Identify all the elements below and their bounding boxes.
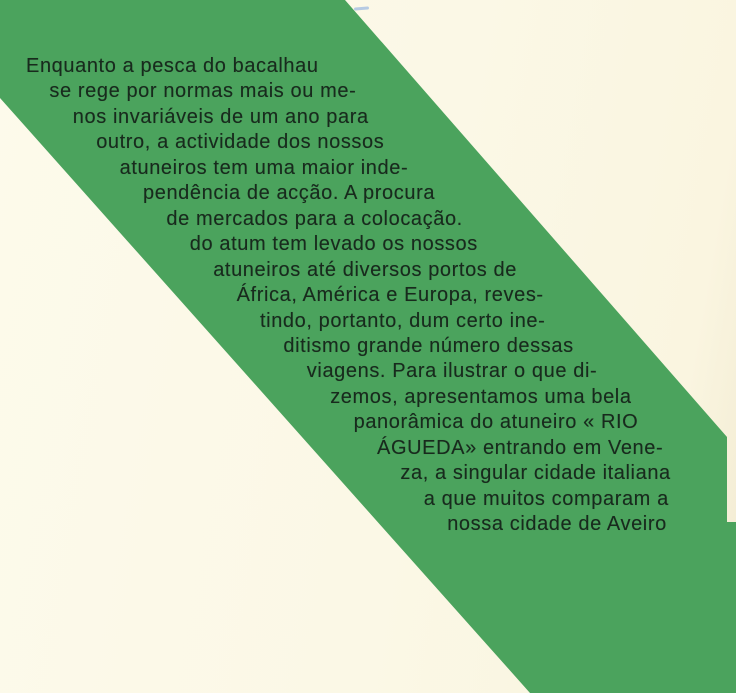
text-line: pendência de acção. A procura: [143, 182, 436, 205]
text-line: atuneiros tem uma maior inde-: [119, 156, 409, 179]
text-line: a que muitos comparam a: [423, 487, 669, 510]
text-line: panorâmica do atuneiro « RIO: [353, 411, 639, 434]
text-line: outro, a actividade dos nossos: [96, 131, 385, 154]
text-line: ÁGUEDA» entrando em Vene-: [377, 436, 664, 459]
text-line: za, a singular cidade italiana: [400, 462, 671, 485]
text-line: viagens. Para ilustrar o que di-: [306, 360, 598, 383]
text-line: ditismo grande número dessas: [283, 334, 574, 357]
text-line: do atum tem levado os nossos: [189, 233, 478, 256]
text-line: tindo, portanto, dum certo ine-: [260, 309, 546, 332]
text-line: atuneiros até diversos portos de: [213, 258, 517, 281]
text-line: Enquanto a pesca do bacalhau: [26, 55, 319, 77]
text-line: nos invariáveis de um ano para: [72, 105, 369, 128]
text-line: nossa cidade de Aveiro: [447, 513, 667, 536]
text-line: África, América e Europa, reves-: [236, 284, 544, 307]
text-line: zemos, apresentamos uma bela: [330, 385, 632, 408]
text-line: se rege por normas mais ou me-: [49, 80, 357, 103]
text-line: de mercados para a colocação.: [166, 207, 463, 230]
